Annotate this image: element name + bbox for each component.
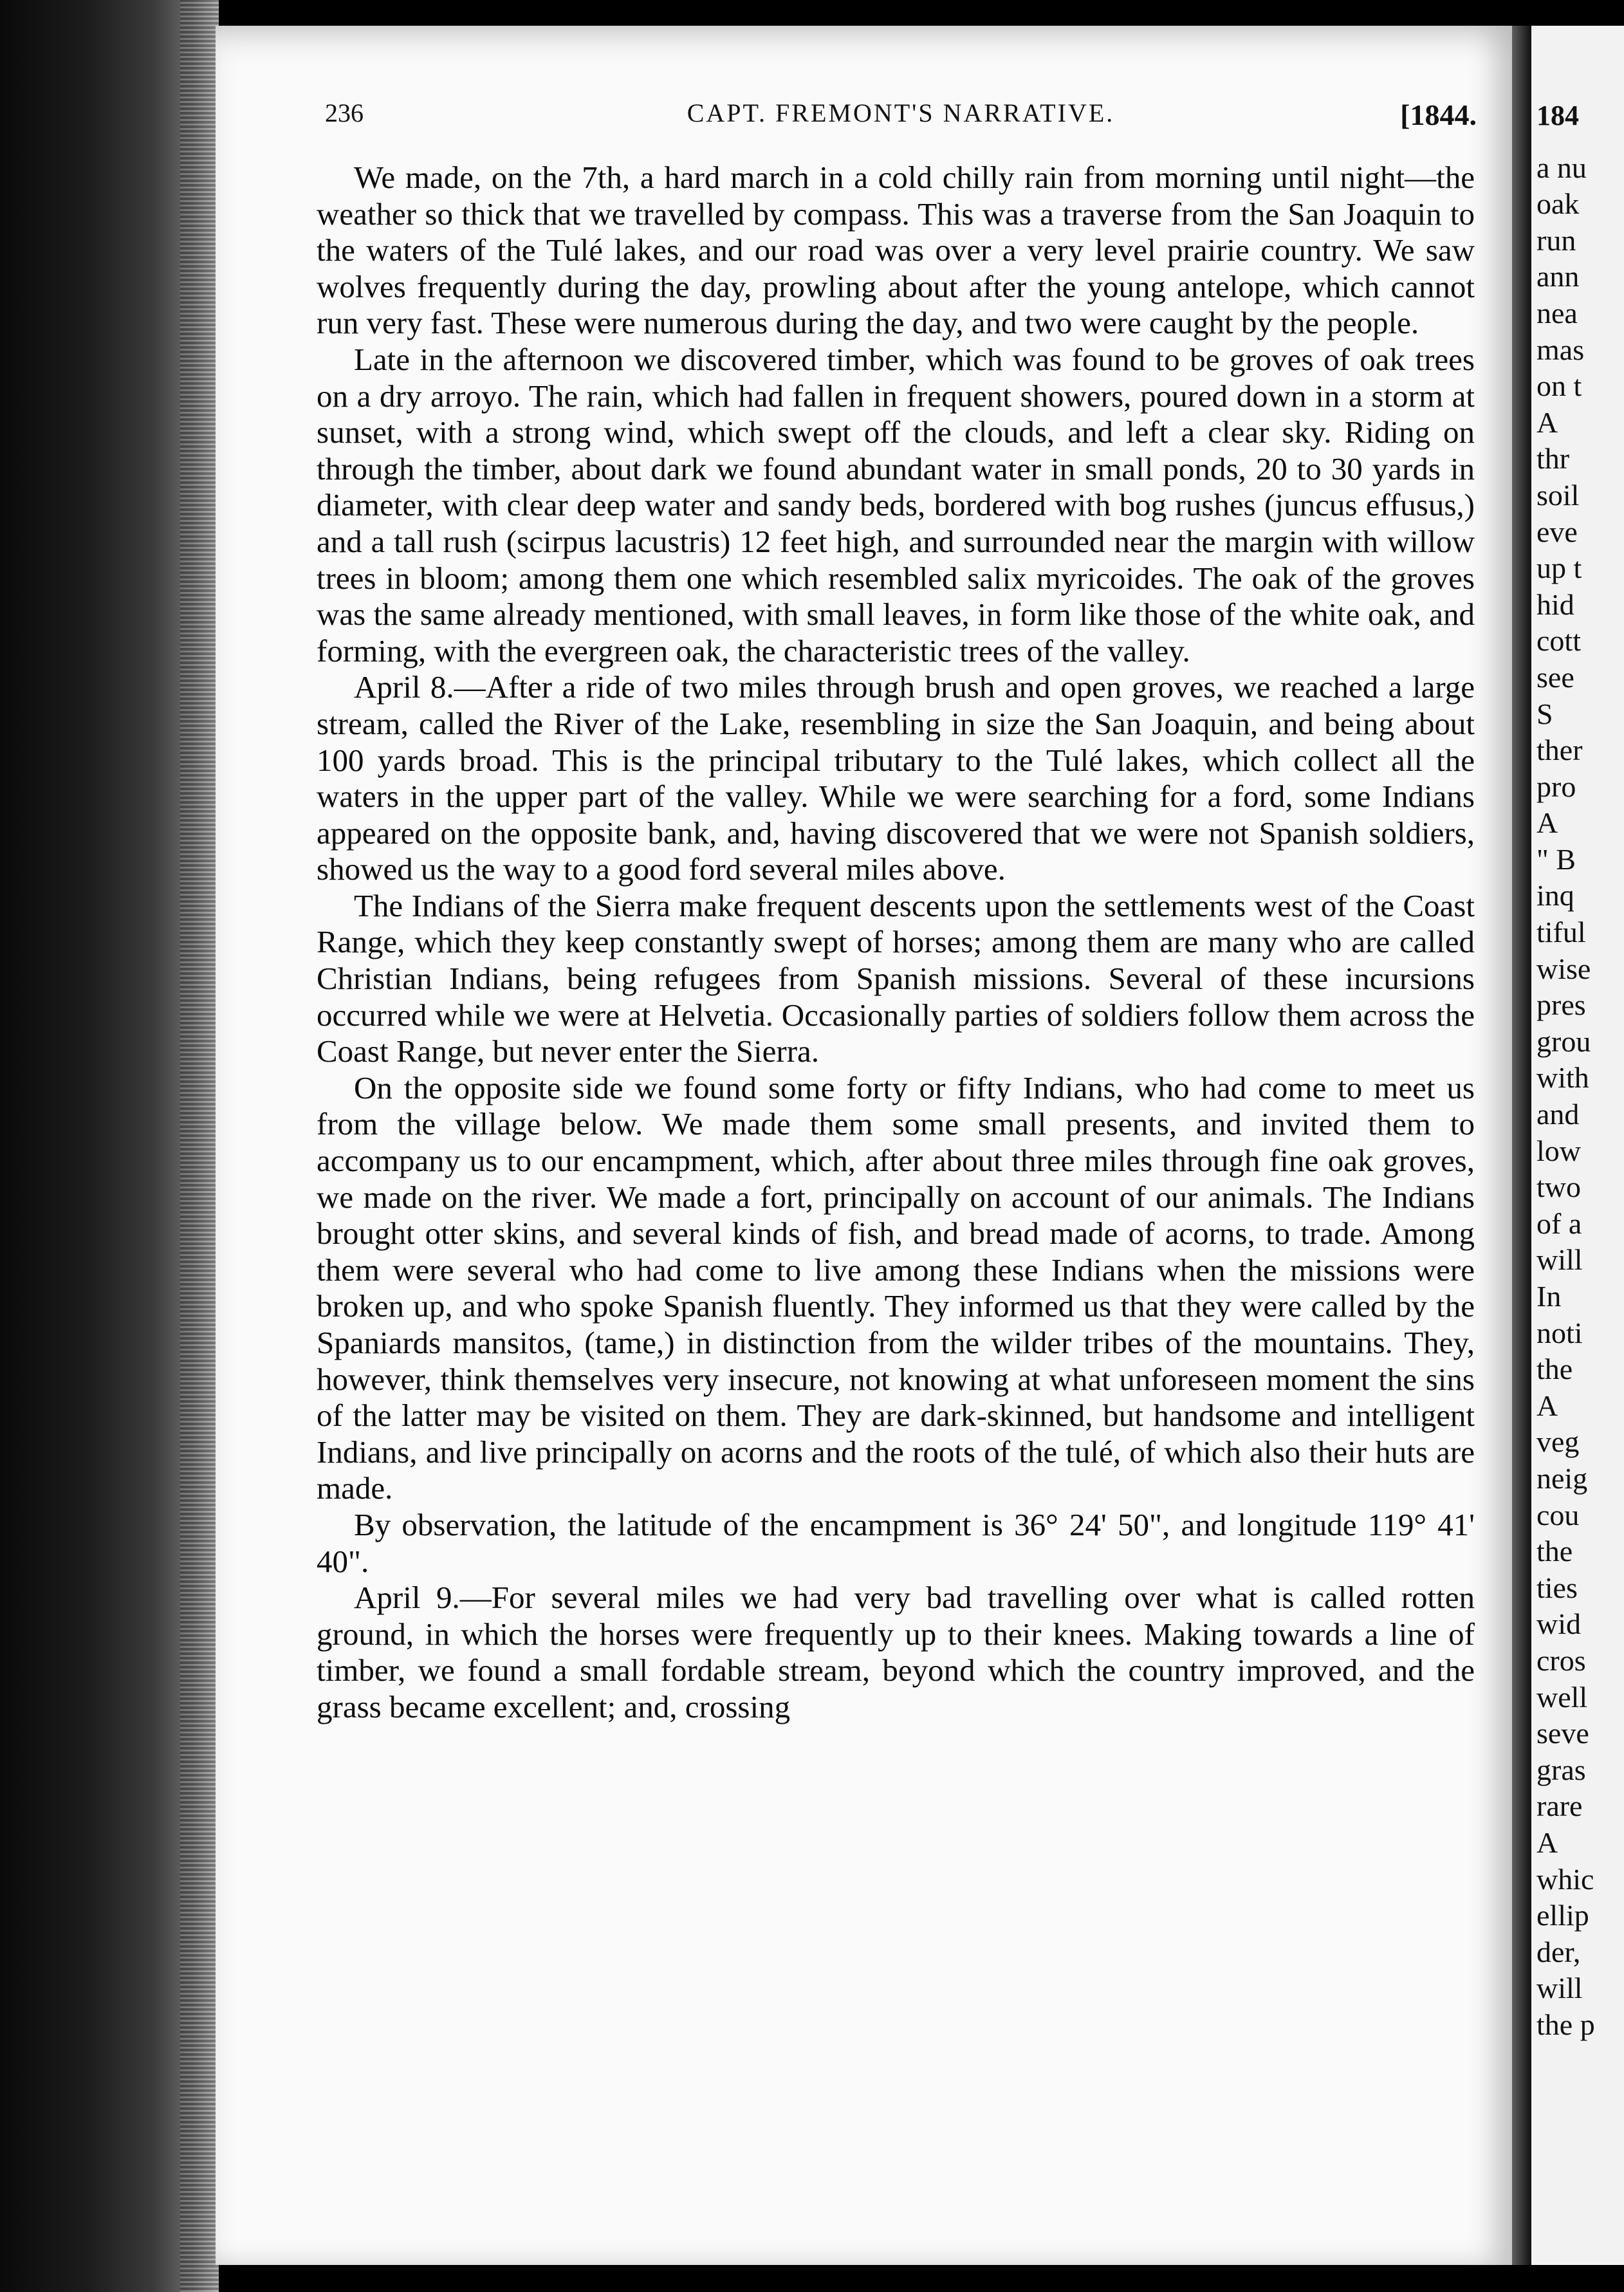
facing-line-fragment: ann bbox=[1536, 260, 1580, 293]
facing-line-fragment: A bbox=[1536, 1389, 1558, 1422]
facing-line-fragment: tiful bbox=[1536, 916, 1586, 949]
facing-line-fragment: neig bbox=[1536, 1461, 1588, 1495]
facing-line-fragment: nea bbox=[1536, 296, 1578, 329]
paragraph-2: Late in the afternoon we discovered timber, which was found to be groves of oak trees on a dry arroyo. The rain, which had fallen in frequent showers, poured down in a storm at sunset, with a strong wind, which swept off the clouds, and left a clear sky. Riding on through the timber, about dark we found abundant water in small ponds, 20 to 30 yards in diameter, with clear deep water and sandy beds, bordered with bog rushes (juncus effusus,) and a tall rush (scirpus lacustris) 12 feet high, and surrounded near the margin with willow trees in bloom; among them one which resembled salix myricoides. The oak of the groves was the same already mentioned, with small leaves, in form like those of the white oak, and forming, with the evergreen oak, the characteristic trees of the valley. bbox=[317, 341, 1475, 669]
facing-line-fragment: A bbox=[1536, 405, 1558, 439]
page-header bbox=[325, 98, 1477, 136]
facing-line-fragment: the bbox=[1536, 1353, 1573, 1386]
facing-line-fragment: of a bbox=[1536, 1206, 1582, 1240]
facing-line-fragment: grou bbox=[1536, 1024, 1591, 1058]
facing-fragments bbox=[1536, 150, 1624, 2041]
paragraph-1: We made, on the 7th, a hard march in a cold chilly rain from morning until night—the weather so thick that we travelled by compass. This was a traverse from the San Joaquin to the waters of the Tulé lakes, and our road was over a very level prairie country. We saw wolves frequently during the day, prowling about after the young antelope, which cannot run very fast. These were numerous during the day, and two were caught by the people. bbox=[317, 160, 1475, 341]
facing-line-fragment: ther bbox=[1536, 734, 1583, 767]
facing-line-fragment: will bbox=[1536, 1972, 1583, 2005]
facing-line-fragment: the bbox=[1536, 1535, 1573, 1568]
facing-page-column bbox=[1536, 98, 1624, 2041]
facing-line-fragment: low bbox=[1536, 1134, 1581, 1167]
paragraph-6: By observation, the latitude of the encampment is 36° 24' 50", and longitude 119° 41' 40". bbox=[317, 1506, 1475, 1579]
facing-line-fragment: S bbox=[1536, 697, 1553, 730]
facing-line-fragment: eve bbox=[1536, 515, 1578, 548]
facing-line-fragment: two bbox=[1536, 1170, 1581, 1204]
paragraph-4: The Indians of the Sierra make frequent descents upon the settlements west of the Coast Range, which they keep constantly swept of horses; among them are many who are called Christian Indians, being refugees from Spanish missions. Several of these incursions occurred while we were at Helvetia. Occasionally parties of soldiers follow them across the Coast Range, but never enter the Sierra. bbox=[317, 887, 1475, 1069]
scan-binding-edge bbox=[0, 0, 219, 2292]
book-page-right bbox=[1531, 26, 1624, 2265]
facing-line-fragment: In bbox=[1536, 1280, 1562, 1313]
facing-line-fragment: seve bbox=[1536, 1717, 1589, 1750]
facing-line-fragment: cou bbox=[1536, 1498, 1580, 1531]
facing-line-fragment: on t bbox=[1536, 369, 1582, 403]
facing-line-fragment: ties bbox=[1536, 1571, 1578, 1604]
facing-line-fragment: whic bbox=[1536, 1862, 1594, 1896]
facing-line-fragment: pres bbox=[1536, 988, 1586, 1022]
facing-line-fragment: run bbox=[1536, 223, 1576, 257]
facing-line-fragment: cros bbox=[1536, 1643, 1586, 1677]
facing-line-fragment: A bbox=[1536, 1825, 1558, 1859]
facing-line-fragment: mas bbox=[1536, 333, 1585, 366]
header-year: [1844. bbox=[1400, 98, 1477, 131]
facing-line-fragment: oak bbox=[1536, 187, 1580, 221]
paragraph-5: On the opposite side we found some forty or fifty Indians, who had come to meet us from the village below. We made them some small presents, and invited them to accompany us to our encampment, which, after about three miles through fine oak groves, we made on the river. We made a fort, principally on account of our animals. The Indians brought otter skins, and several kinds of fish, and bread made of acorns, to trade. Among them were several who had come to live among these Indians when the missions were broken up, and who spoke Spanish fluently. They informed us that they were called by the Spaniards mansitos, (tame,) in distinction from the wilder tribes of the mountains. They, however, think themselves very insecure, not knowing at what unforeseen moment the sins of the latter may be visited on them. They are dark-skinned, but handsome and intelligent Indians, and live principally on acorns and the roots of the tulé, of which also their huts are made. bbox=[317, 1069, 1475, 1506]
facing-line-fragment: and bbox=[1536, 1098, 1580, 1131]
facing-line-fragment: " B bbox=[1536, 842, 1576, 876]
facing-line-fragment: rare bbox=[1536, 1789, 1583, 1823]
paragraph-3: April 8.—After a ride of two miles through brush and open groves, we reached a large stream, called the River of the Lake, resembling in size the San Joaquin, and being about 100 yards broad. This is the principal tributary to the Tulé lakes, which collect all the waters in the upper part of the valley. While we were searching for a ford, some Indians appeared on the opposite bank, and, having discovered that we were not Spanish soldiers, showed us the way to a good ford several miles above. bbox=[317, 669, 1475, 887]
facing-line-fragment: ellip bbox=[1536, 1899, 1589, 1932]
facing-line-fragment: soil bbox=[1536, 478, 1580, 512]
facing-line-fragment: wid bbox=[1536, 1607, 1581, 1641]
facing-line-fragment: a nu bbox=[1536, 151, 1587, 184]
paragraph-7: April 9.—For several miles we had very bad travelling over what is called rotten ground, in which the horses were frequently up to their knees. Making towards a line of timber, we found a small fordable stream, beyond which the country improved, and the grass became excellent; and, crossing bbox=[317, 1580, 1475, 1724]
facing-running-head: 184 bbox=[1536, 100, 1579, 131]
facing-line-fragment: der, bbox=[1536, 1935, 1581, 1968]
facing-line-fragment: gras bbox=[1536, 1753, 1586, 1786]
book-gutter bbox=[1512, 26, 1531, 2265]
facing-line-fragment: inq bbox=[1536, 879, 1574, 912]
facing-line-fragment: well bbox=[1536, 1680, 1588, 1714]
facing-line-fragment: see bbox=[1536, 660, 1574, 694]
facing-line-fragment: the p bbox=[1536, 2008, 1595, 2041]
facing-line-fragment: pro bbox=[1536, 770, 1576, 803]
facing-line-fragment: noti bbox=[1536, 1316, 1583, 1349]
facing-line-fragment: wise bbox=[1536, 952, 1591, 985]
facing-line-fragment: thr bbox=[1536, 442, 1570, 476]
facing-line-fragment: will bbox=[1536, 1243, 1583, 1277]
facing-line-fragment: up t bbox=[1536, 551, 1582, 585]
body-text bbox=[317, 160, 1475, 1726]
running-head: CAPT. FREMONT'S NARRATIVE. bbox=[687, 98, 1115, 127]
facing-line-fragment: A bbox=[1536, 806, 1558, 840]
page-number: 236 bbox=[325, 98, 364, 127]
facing-line-fragment: veg bbox=[1536, 1425, 1580, 1459]
facing-line-fragment: hid bbox=[1536, 587, 1574, 621]
facing-line-fragment: with bbox=[1536, 1061, 1589, 1095]
facing-line-fragment: cott bbox=[1536, 624, 1581, 658]
